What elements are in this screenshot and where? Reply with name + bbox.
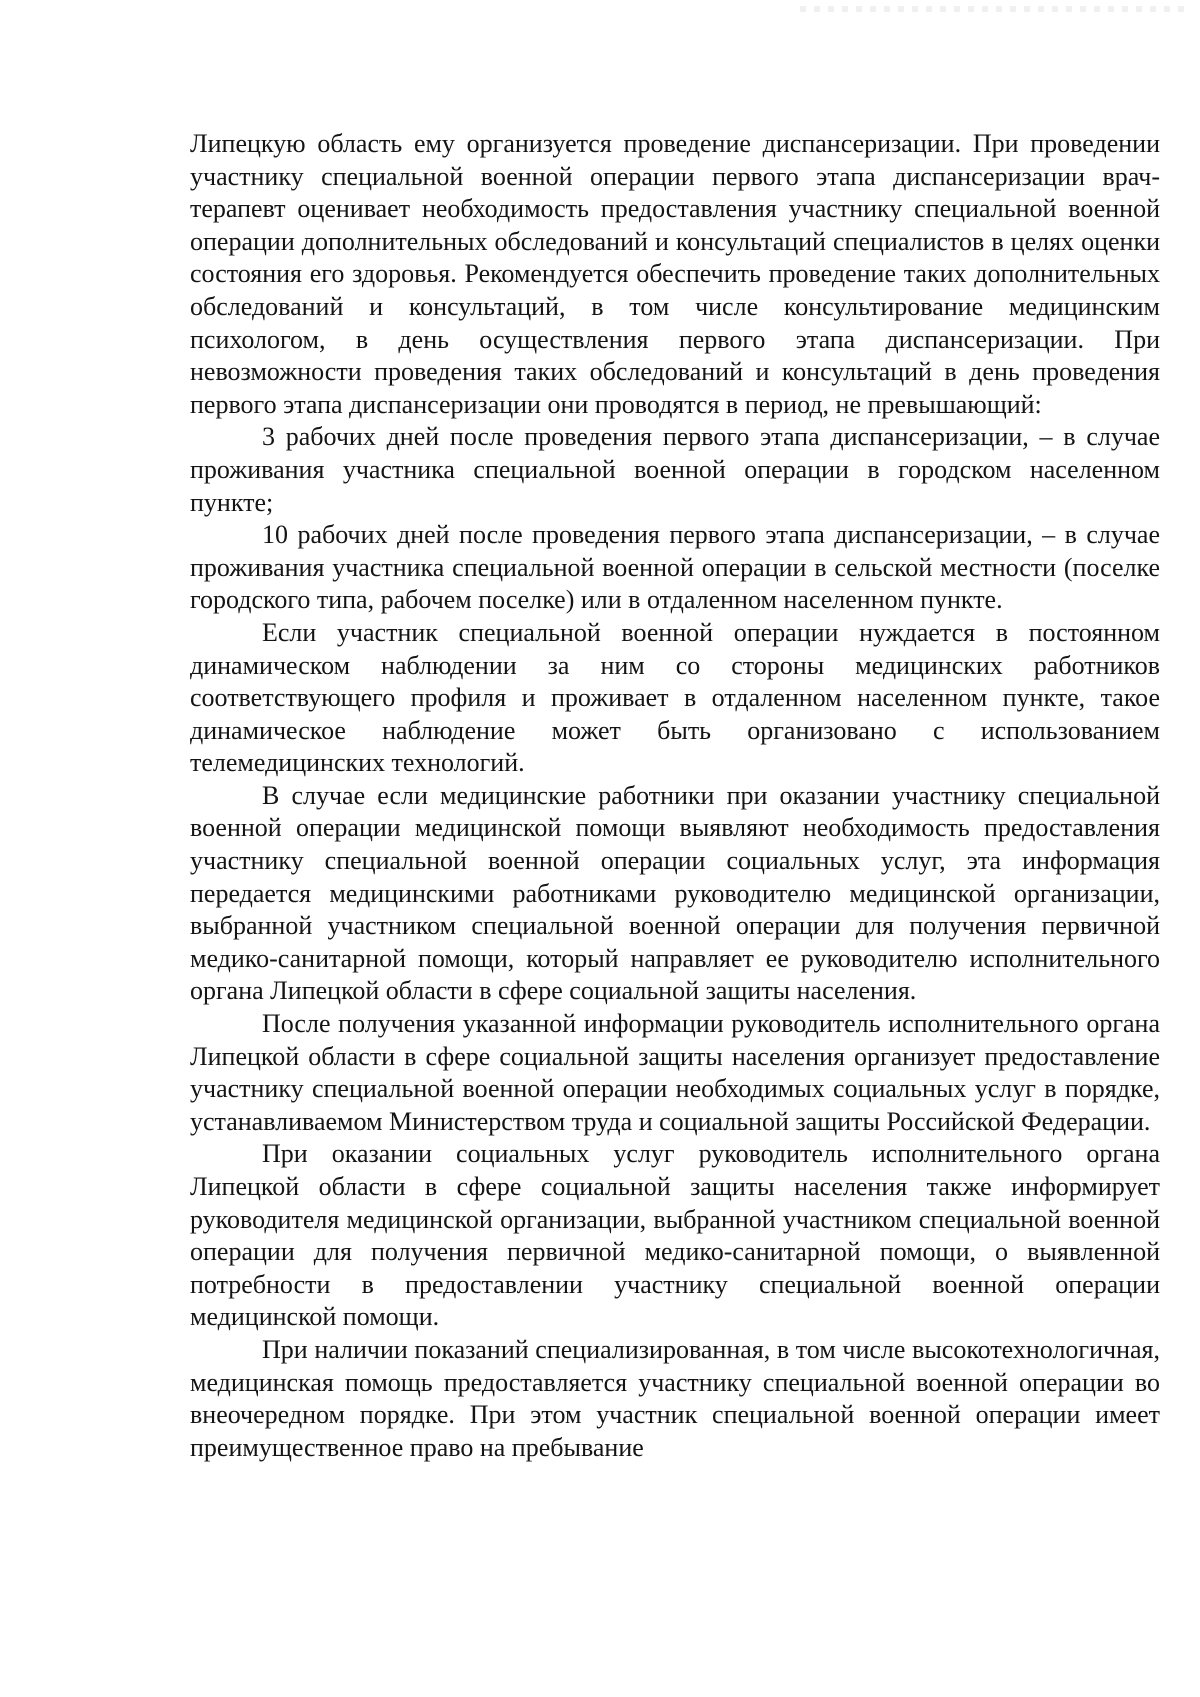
document-body bbox=[190, 128, 1160, 1464]
paragraph-continuation: Липецкую область ему организуется проведение диспансеризации. При проведении участнику специальной военной операции первого этапа диспансеризации врач-терапевт оценивает необходимость предоставления участнику специальной военной операции дополнительных обследований и консультаций специалистов в целях оценки состояния его здоровья. Рекомендуется обеспечить проведение таких дополнительных обследований и консультаций, в том числе консультирование медицинским психологом, в день осуществления первого этапа диспансеризации. При невозможности проведения таких обследований и консультаций в день проведения первого этапа диспансеризации они проводятся в период, не превышающий: bbox=[190, 129, 1160, 419]
paragraph-social-services-provision: После получения указанной информации руководитель исполнительного органа Липецкой области в сфере социальной защиты населения организует предоставление участнику специальной военной операции необходимых социальных услуг в порядке, устанавливаемом Министерством труда и социальной защиты Российской Федерации. bbox=[190, 1009, 1160, 1136]
scan-artifact bbox=[800, 6, 1190, 12]
paragraph-social-services-need: В случае если медицинские работники при оказании участнику специальной военной операции медицинской помощи выявляют необходимость предоставления участнику специальной военной операции социальных услуг, эта информация передается медицинскими работниками руководителю медицинской организации, выбранной участником специальной военной операции для получения первичной медико-санитарной помощи, который направляет ее руководителю исполнительного органа Липецкой области в сфере социальной защиты населения. bbox=[190, 780, 1160, 1006]
paragraph-telemedicine: Если участник специальной военной операции нуждается в постоянном динамическом наблюдении за ним со стороны медицинских работников соответствующего профиля и проживает в отдаленном населенном пункте, такое динамическое наблюдение может быть организовано с использованием телемедицинских технологий. bbox=[190, 617, 1160, 778]
paragraph-rural-deadline: 10 рабочих дней после проведения первого этапа диспансеризации, – в случае проживания участника специальной военной операции в сельской местности (поселке городского типа, рабочем поселке) или в отдаленном населенном пункте. bbox=[190, 520, 1160, 615]
paragraph-specialized-care: При наличии показаний специализированная, в том числе высокотехнологичная, медицинская помощь предоставляется участнику специальной военной операции во внеочередном порядке. При этом участник специальной военной операции имеет преимущественное право на пребывание bbox=[190, 1334, 1160, 1462]
paragraph-urban-deadline: 3 рабочих дней после проведения первого этапа диспансеризации, – в случае проживания участника специальной военной операции в городском населенном пункте; bbox=[190, 422, 1160, 517]
paragraph-medical-need-notification: При оказании социальных услуг руководитель исполнительного органа Липецкой области в сфере социальной защиты населения также информирует руководителя медицинской организации, выбранной участником специальной военной операции для получения первичной медико-санитарной помощи, о выявленной потребности в предоставлении участнику специальной военной операции медицинской помощи. bbox=[190, 1139, 1160, 1332]
